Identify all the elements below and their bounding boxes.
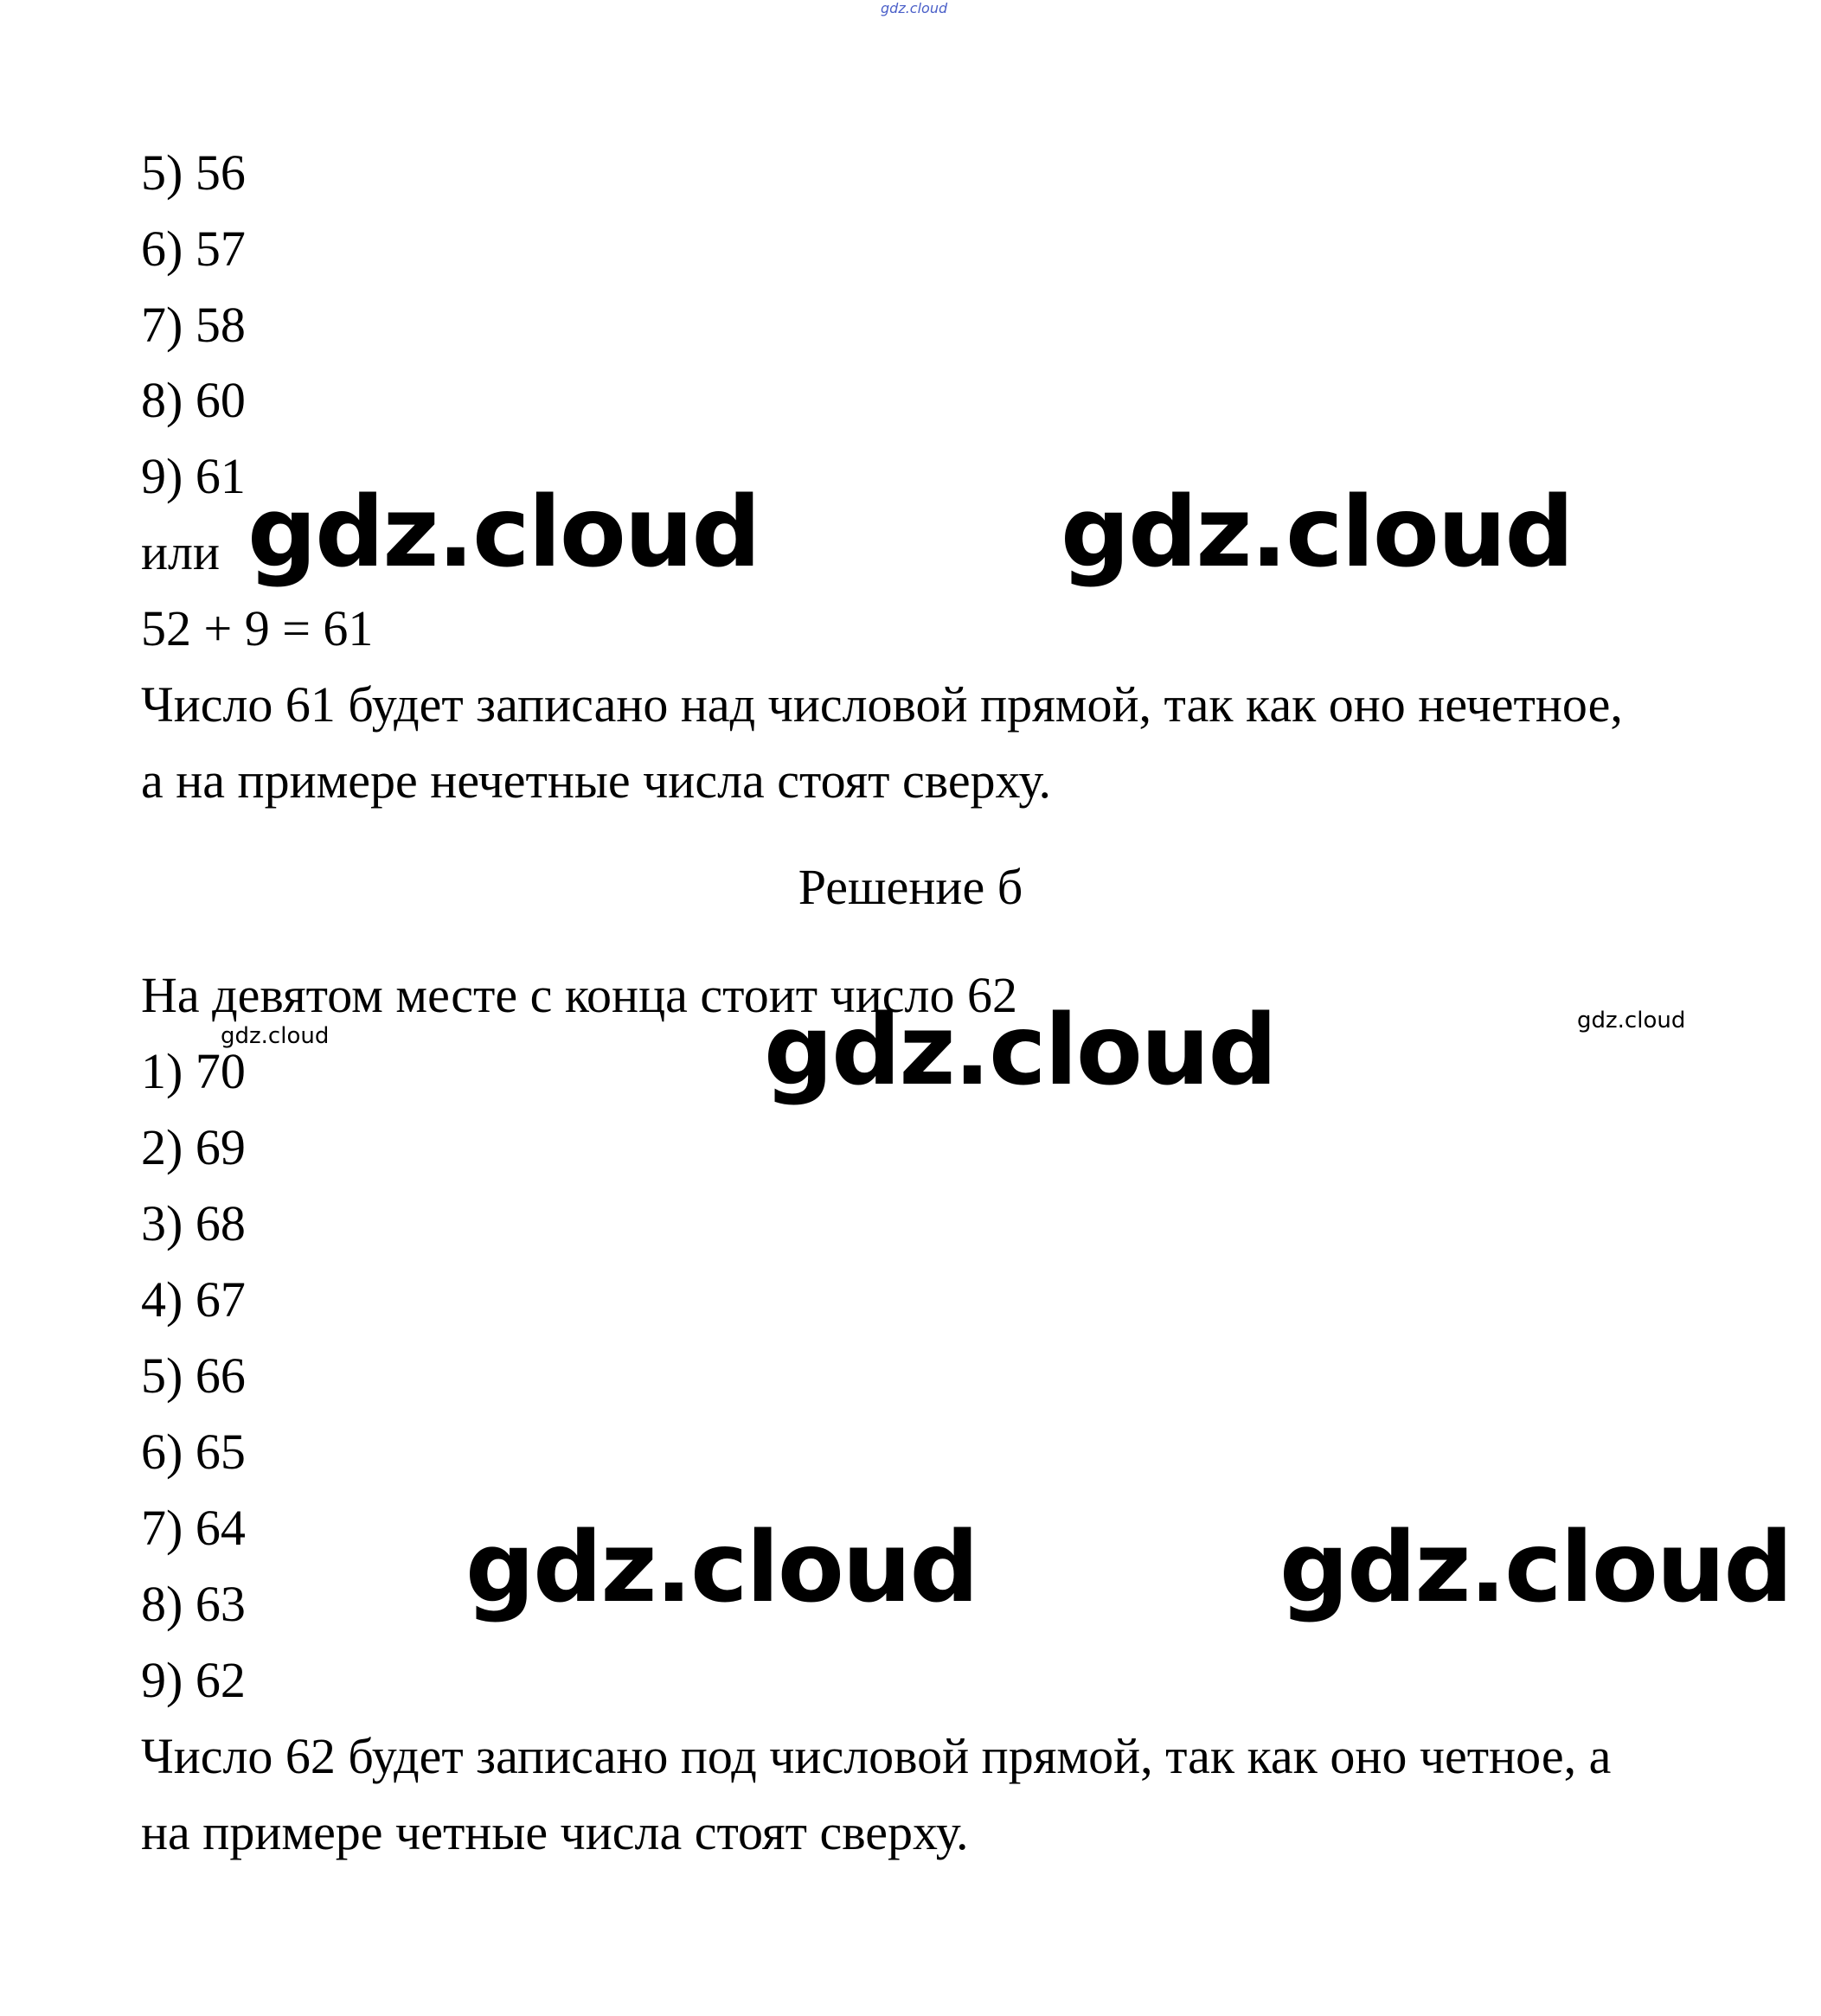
step-line: 1) 70 (141, 1043, 246, 1099)
conclusion-a-line1: Число 61 будет записано над числовой прямой, так как оно нечетное, (141, 676, 1623, 733)
step-line: 4) 67 (141, 1271, 246, 1328)
step-line: 8) 60 (141, 372, 246, 428)
step-line: 5) 56 (141, 144, 246, 201)
step-line: 3) 68 (141, 1195, 246, 1251)
step-line: 2) 69 (141, 1119, 246, 1175)
step-line: 9) 61 (141, 448, 246, 504)
watermark: gdz.cloud (247, 477, 760, 589)
watermark-top: gdz.cloud (881, 0, 948, 16)
step-line: 5) 66 (141, 1347, 246, 1404)
step-line: 9) 62 (141, 1652, 246, 1708)
equation: 52 + 9 = 61 (141, 600, 374, 656)
watermark: gdz.cloud (465, 1512, 978, 1624)
watermark-small: gdz.cloud (1577, 1008, 1686, 1034)
step-line: 6) 57 (141, 221, 246, 277)
watermark: gdz.cloud (764, 995, 1276, 1107)
watermark: gdz.cloud (1061, 477, 1573, 589)
step-line: 7) 58 (141, 297, 246, 353)
watermark-small: gdz.cloud (221, 1023, 330, 1049)
intro-b: На девятом месте с конца стоит число 62 (141, 967, 1017, 1023)
section-heading: Решение б (798, 859, 1023, 915)
step-line: 6) 65 (141, 1424, 246, 1480)
or-label: или (141, 524, 221, 580)
conclusion-b-line2: на примере четные числа стоят сверху. (141, 1804, 969, 1860)
watermark: gdz.cloud (1279, 1512, 1792, 1624)
step-line: 8) 63 (141, 1576, 246, 1632)
conclusion-a-line2: а на примере нечетные числа стоят сверху. (141, 752, 1052, 809)
step-line: 7) 64 (141, 1500, 246, 1556)
conclusion-b-line1: Число 62 будет записано под числовой прямой, так как оно четное, а (141, 1728, 1612, 1784)
